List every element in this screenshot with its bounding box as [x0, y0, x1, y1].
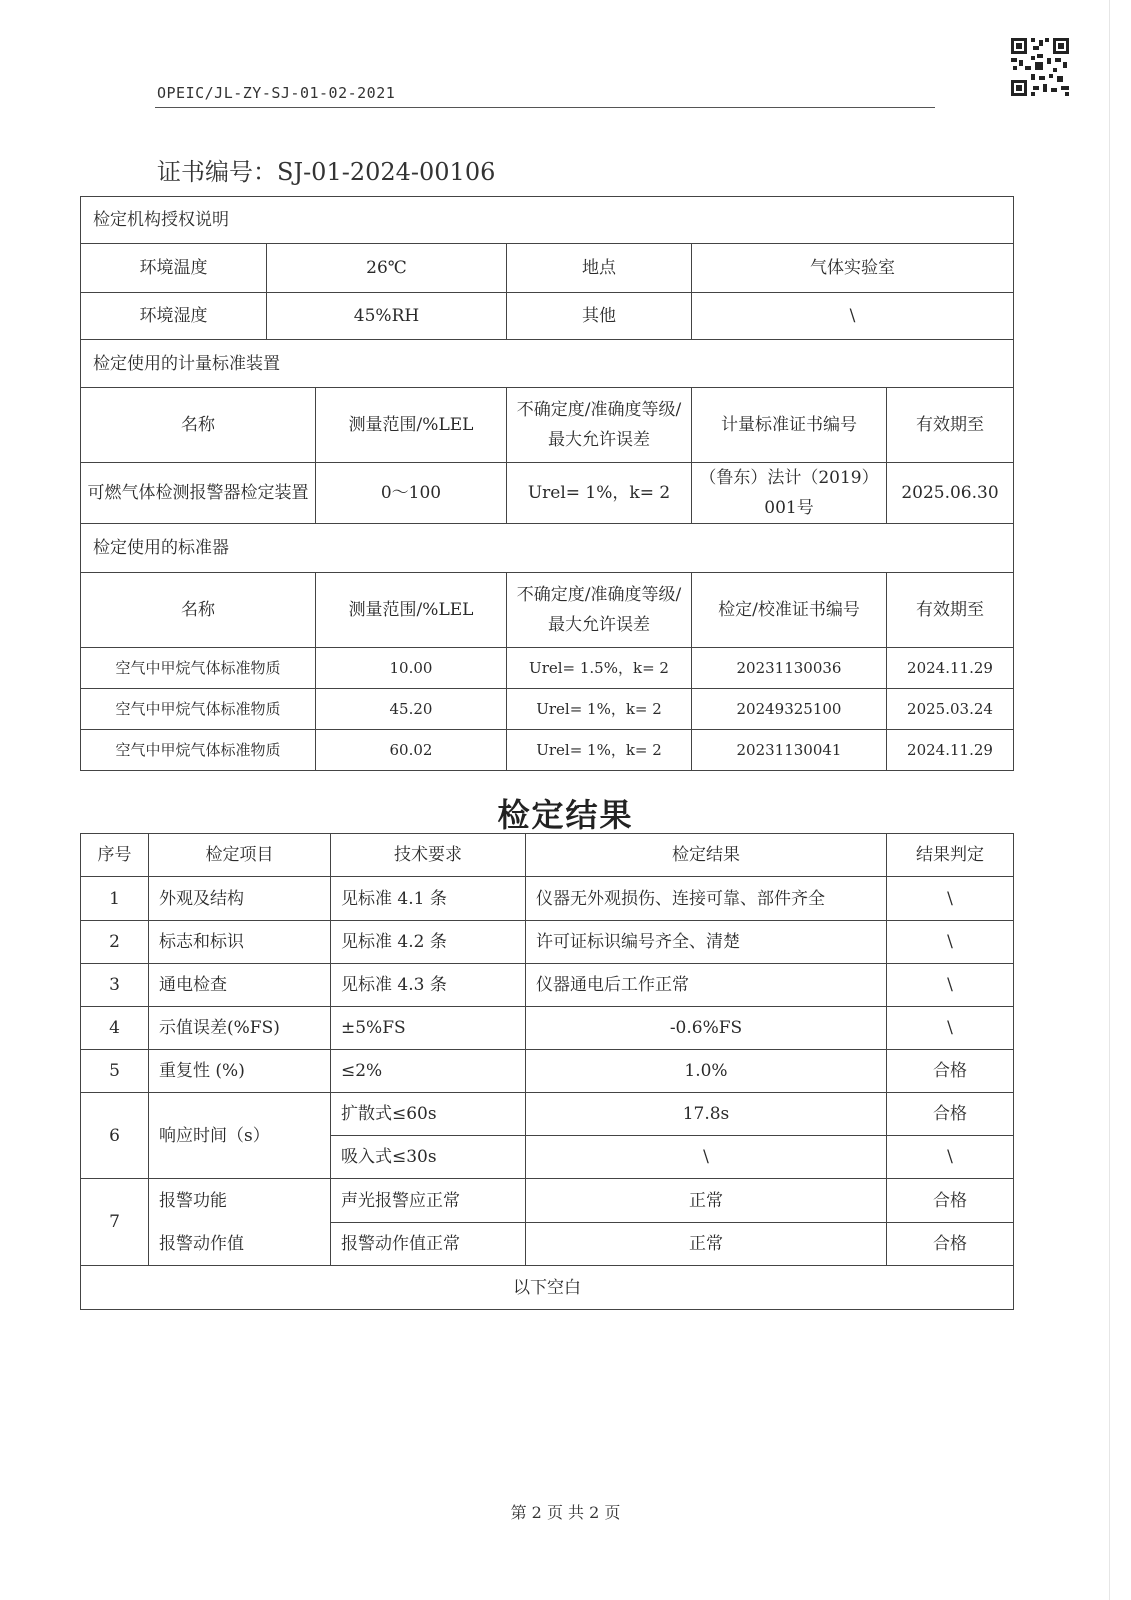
result-no: 1 — [81, 877, 149, 921]
result-requirement: 吸入式≤30s — [331, 1136, 526, 1179]
result-item: 外观及结构 — [149, 877, 331, 921]
result-item: 重复性 (%) — [149, 1050, 331, 1093]
document-code: OPEIC/JL-ZY-SJ-01-02-2021 — [157, 84, 396, 102]
result-requirement: 报警动作值正常 — [331, 1223, 526, 1266]
table-row — [81, 921, 1014, 964]
standards-header-uncertainty: 不确定度/准确度等级/最大允许误差 — [507, 573, 692, 648]
table-row — [81, 1050, 1014, 1093]
page-number: 第 2 页 共 2 页 — [510, 1503, 621, 1522]
result-no: 4 — [81, 1007, 149, 1050]
standard-cert: 20231130041 — [692, 730, 887, 771]
certificate-number-value: SJ-01-2024-00106 — [277, 158, 496, 186]
table-row — [81, 1007, 1014, 1050]
result-judgement: \ — [887, 921, 1014, 964]
result-requirement: ±5%FS — [331, 1007, 526, 1050]
result-judgement: 合格 — [887, 1179, 1014, 1223]
results-header-item: 检定项目 — [149, 834, 331, 877]
table-row — [81, 1223, 1014, 1266]
table-row — [81, 730, 1014, 771]
result-no: 3 — [81, 964, 149, 1007]
result-requirement: 声光报警应正常 — [331, 1179, 526, 1223]
env-temp-label: 环境温度 — [81, 244, 267, 293]
result-value: 正常 — [526, 1223, 887, 1266]
result-value: -0.6%FS — [526, 1007, 887, 1050]
table-row — [81, 648, 1014, 689]
result-value: 17.8s — [526, 1093, 887, 1136]
standard-uncertainty: Urel= 1%，k= 2 — [507, 689, 692, 730]
result-judgement: 合格 — [887, 1223, 1014, 1266]
standard-valid: 2024.11.29 — [887, 730, 1014, 771]
results-header-judgement: 结果判定 — [887, 834, 1014, 877]
result-value: 许可证标识编号齐全、清楚 — [526, 921, 887, 964]
result-requirement: 见标准 4.2 条 — [331, 921, 526, 964]
result-requirement: 见标准 4.1 条 — [331, 877, 526, 921]
result-no: 5 — [81, 1050, 149, 1093]
result-item: 报警功能 — [149, 1179, 331, 1223]
table-row — [81, 964, 1014, 1007]
table-row — [81, 1179, 1014, 1223]
blank-note: 以下空白 — [81, 1266, 1014, 1310]
other-value: \ — [692, 293, 1014, 340]
results-heading: 检定结果 — [497, 796, 634, 834]
result-no: 7 — [81, 1179, 149, 1266]
standard-name: 空气中甲烷气体标准物质 — [81, 689, 316, 730]
result-item: 通电检查 — [149, 964, 331, 1007]
results-header-result: 检定结果 — [526, 834, 887, 877]
metrology-device-range: 0～100 — [316, 463, 507, 524]
result-judgement: \ — [887, 964, 1014, 1007]
metrology-device-valid: 2025.06.30 — [887, 463, 1014, 524]
table-row — [81, 689, 1014, 730]
metrology-header-cert: 计量标准证书编号 — [692, 388, 887, 463]
standard-valid: 2024.11.29 — [887, 648, 1014, 689]
result-item: 示值误差(%FS) — [149, 1007, 331, 1050]
standards-header-valid: 有效期至 — [887, 573, 1014, 648]
standard-uncertainty: Urel= 1.5%，k= 2 — [507, 648, 692, 689]
metrology-device-name: 可燃气体检测报警器检定装置 — [81, 463, 316, 524]
certificate-number — [157, 152, 495, 187]
metrology-device-uncertainty: Urel= 1%，k= 2 — [507, 463, 692, 524]
standard-cert: 20249325100 — [692, 689, 887, 730]
standard-uncertainty: Urel= 1%，k= 2 — [507, 730, 692, 771]
result-value: 仪器通电后工作正常 — [526, 964, 887, 1007]
standard-valid: 2025.03.24 — [887, 689, 1014, 730]
result-item: 响应时间（s） — [149, 1093, 331, 1179]
result-judgement: \ — [887, 877, 1014, 921]
metrology-header-uncertainty: 不确定度/准确度等级/最大允许误差 — [507, 388, 692, 463]
table-row — [81, 877, 1014, 921]
env-temp-value: 26℃ — [267, 244, 507, 293]
metrology-header-valid: 有效期至 — [887, 388, 1014, 463]
result-requirement: 见标准 4.3 条 — [331, 964, 526, 1007]
result-judgement: 合格 — [887, 1093, 1014, 1136]
metrology-header-range: 测量范围/%LEL — [316, 388, 507, 463]
metrology-device-cert: （鲁东）法计（2019）001号 — [692, 463, 887, 524]
env-humidity-label: 环境湿度 — [81, 293, 267, 340]
table-row — [81, 1093, 1014, 1136]
result-no: 6 — [81, 1093, 149, 1179]
standards-header-cert: 检定/校准证书编号 — [692, 573, 887, 648]
result-requirement: ≤2% — [331, 1050, 526, 1093]
standard-cert: 20231130036 — [692, 648, 887, 689]
result-value: 正常 — [526, 1179, 887, 1223]
result-item: 报警动作值 — [149, 1223, 331, 1266]
standards-section-title: 检定使用的标准器 — [81, 524, 1014, 573]
location-value: 气体实验室 — [692, 244, 1014, 293]
authorization-section-title: 检定机构授权说明 — [81, 197, 1014, 244]
header-divider — [155, 107, 935, 108]
result-judgement: \ — [887, 1007, 1014, 1050]
result-value: \ — [526, 1136, 887, 1179]
standard-range: 45.20 — [316, 689, 507, 730]
result-judgement: \ — [887, 1136, 1014, 1179]
results-header-requirement: 技术要求 — [331, 834, 526, 877]
result-requirement: 扩散式≤60s — [331, 1093, 526, 1136]
standard-name: 空气中甲烷气体标准物质 — [81, 648, 316, 689]
calibration-info-table — [80, 196, 1014, 771]
location-label: 地点 — [507, 244, 692, 293]
standards-header-name: 名称 — [81, 573, 316, 648]
result-judgement: 合格 — [887, 1050, 1014, 1093]
results-header-no: 序号 — [81, 834, 149, 877]
other-label: 其他 — [507, 293, 692, 340]
standards-header-range: 测量范围/%LEL — [316, 573, 507, 648]
standard-name: 空气中甲烷气体标准物质 — [81, 730, 316, 771]
result-value: 1.0% — [526, 1050, 887, 1093]
standard-range: 10.00 — [316, 648, 507, 689]
metrology-section-title: 检定使用的计量标准装置 — [81, 340, 1014, 388]
qr-code-icon — [1009, 36, 1071, 98]
metrology-header-name: 名称 — [81, 388, 316, 463]
result-value: 仪器无外观损伤、连接可靠、部件齐全 — [526, 877, 887, 921]
standard-range: 60.02 — [316, 730, 507, 771]
env-humidity-value: 45%RH — [267, 293, 507, 340]
result-item: 标志和标识 — [149, 921, 331, 964]
result-no: 2 — [81, 921, 149, 964]
certificate-number-label: 证书编号： — [157, 158, 277, 186]
results-table — [80, 833, 1014, 1310]
